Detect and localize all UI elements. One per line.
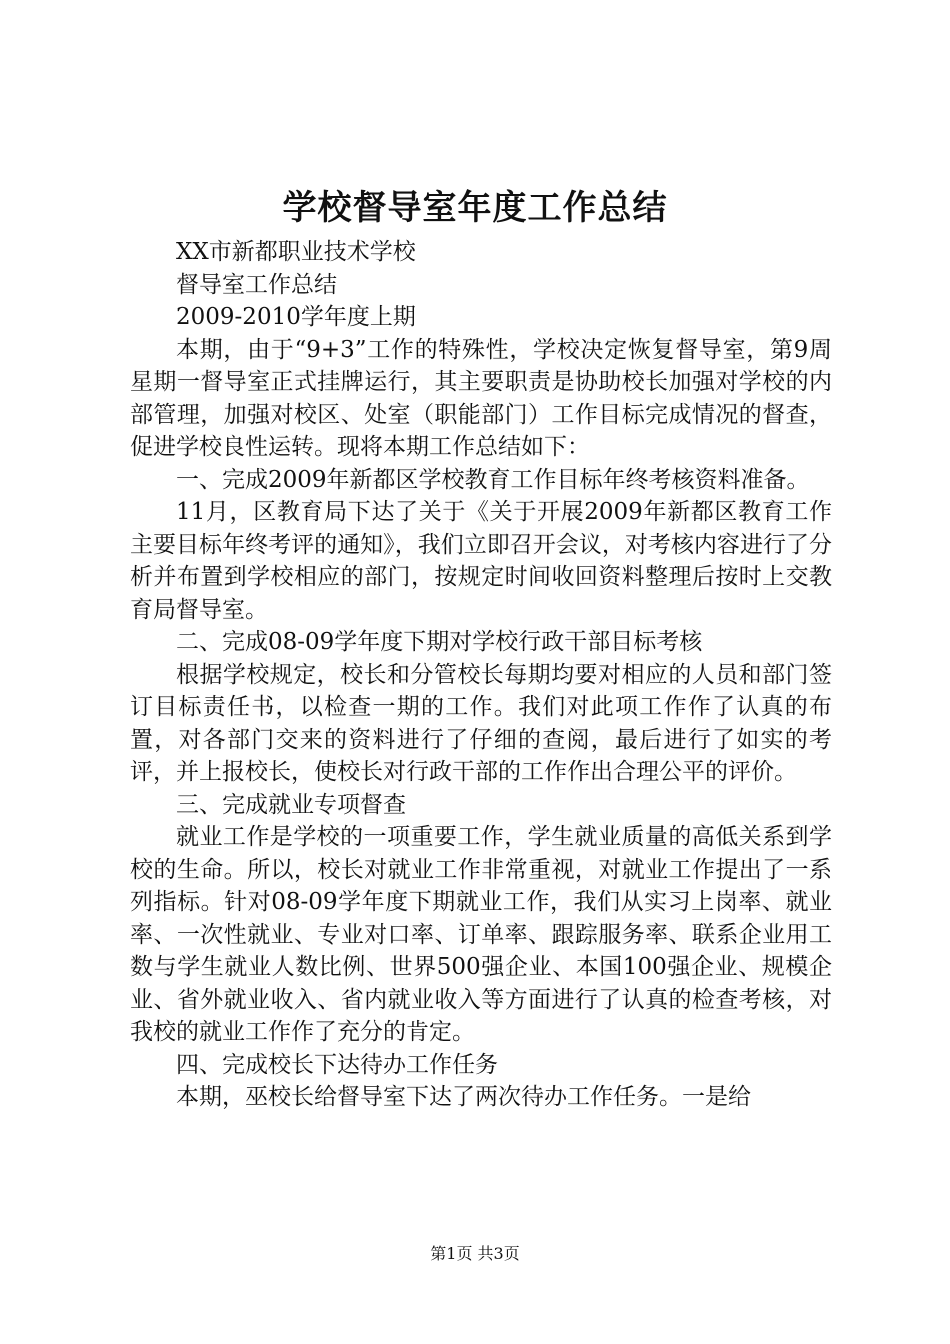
paragraph-section-1: 11月，区教育局下达了关于《关于开展2009年新都区教育工作主要目标年终考评的通知》，我们立即召开会议，对考核内容进行了分析并布置到学校相应的部门，按规定时间收回资料整理后按时上交教育局督导室。 (130, 499, 832, 623)
paragraph-school-name: XX市新都职业技术学校 (176, 239, 416, 265)
paragraph-intro: 本期，由于“9+3”工作的特殊性，学校决定恢复督导室，第9周星期一督导室正式挂牌运行，其主要职责是协助校长加强对学校的内部管理，加强对校区、处室（职能部门）工作目标完成情况的督查，促进学校良性运转。现将本期工作总结如下： (130, 336, 832, 460)
section-heading-3: 三、完成就业专项督查 (176, 791, 406, 818)
paragraph-section-4: 本期，巫校长给督导室下达了两次待办工作任务。一是给 (176, 1084, 751, 1110)
document-title: 学校督导室年度工作总结 (282, 188, 668, 228)
paragraph-section-3: 就业工作是学校的一项重要工作，学生就业质量的高低关系到学校的生命。所以，校长对就业工作非常重视，对就业工作提出了一系列指标。针对08-09学年度下期就业工作，我们从实习上岗率、就业率、一次性就业、专业对口率、订单率、跟踪服务率、联系企业用工数与学生就业人数比例、世界500强企业、本国100强企业、规模企业、省外就业收入、省内就业收入等方面进行了认真的检查考核，对我校的就业工作作了充分的肯定。 (130, 824, 832, 1045)
section-heading-2: 二、完成08-09学年度下期对学校行政干部目标考核 (176, 629, 703, 655)
section-heading-1: 一、完成2009年新都区学校教育工作目标年终考核资料准备。 (176, 466, 810, 493)
paragraph-section-2: 根据学校规定，校长和分管校长每期均要对相应的人员和部门签订目标责任书，以检查一期的工作。我们对此项工作作了认真的布置，对各部门交来的资料进行了仔细的查阅，最后进行了如实的考评，并上报校长，使校长对行政干部的工作作出合理公平的评价。 (130, 661, 832, 785)
section-heading-4: 四、完成校长下达待办工作任务 (176, 1051, 498, 1078)
paragraph-term: 2009-2010学年度上期 (176, 304, 416, 330)
document-body (130, 236, 832, 1114)
page-footer: 第1页 共3页 (430, 1244, 520, 1263)
paragraph-report-name: 督导室工作总结 (176, 271, 337, 298)
